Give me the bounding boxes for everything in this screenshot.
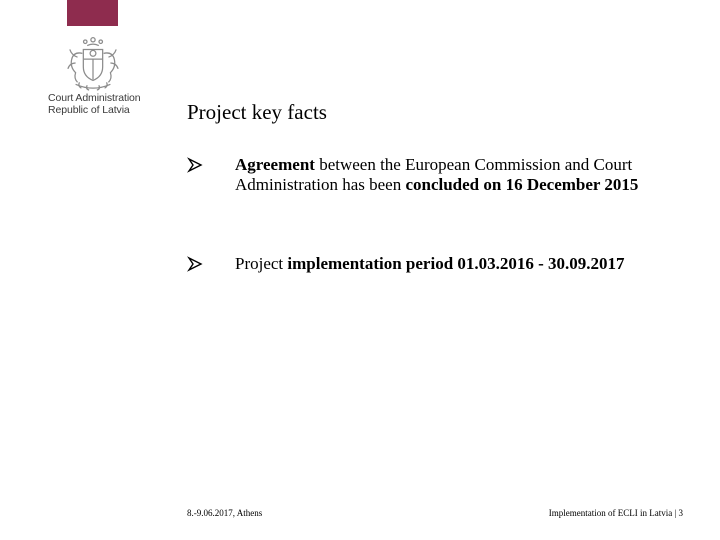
org-logo <box>40 30 150 120</box>
bullet1-body: between the European Commission and Court Administration has been <box>235 155 633 194</box>
bullet2-body: Project <box>235 254 288 273</box>
accent-bar <box>67 0 118 26</box>
org-name-line2: Republic of Latvia <box>48 104 130 116</box>
slide-title: Project key facts <box>187 100 327 124</box>
bullet-text-implementation <box>235 254 675 274</box>
footer-date-location: 8.-9.06.2017, Athens <box>187 508 263 518</box>
arrowhead-bullet-icon <box>187 254 203 274</box>
org-name-line1: Court Administration <box>48 92 141 104</box>
latvia-coat-of-arms-icon <box>64 34 122 92</box>
bullet1-bold-agreement: Agreement <box>235 155 315 174</box>
footer-title-page-number: Implementation of ECLI in Latvia | 3 <box>548 508 683 518</box>
arrowhead-bullet-icon <box>187 155 203 175</box>
bullet2-bold-period: implementation period 01.03.2016 - 30.09.2017 <box>287 254 625 273</box>
bullet-text-agreement <box>235 155 675 195</box>
bullet1-bold-concluded: concluded on 16 December 2015 <box>405 175 639 194</box>
